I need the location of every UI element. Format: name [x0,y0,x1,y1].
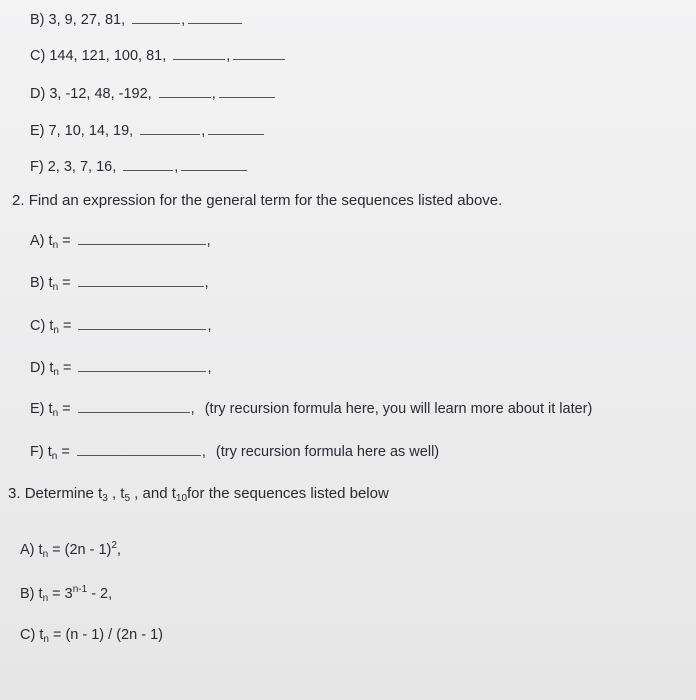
seq-terms: 7, 10, 14, 19, [48,123,134,139]
hint-note: (try recursion formula here, you will learn more about it later) [204,401,593,417]
q2-item-e: E) $t_n$ = , (try recursion formula here, you will learn more about it later) [30,401,593,419]
question-text: Find an expression for the general term for the sequences listed above. [28,192,503,209]
hint-note: (try recursion formula here as well) [215,444,440,460]
question-number: 2. [12,192,25,209]
item-label: D) [30,360,46,376]
answer-blank[interactable] [77,442,201,456]
answer-blank[interactable] [188,10,242,24]
seq-b: B) 3, 9, 27, 81, , [30,10,242,29]
q2-item-b: B) $t_n$ = , [30,275,209,293]
question-number: 3. [8,485,21,502]
item-label: A) [20,542,35,558]
seq-terms: 144, 121, 100, 81, [49,48,167,64]
answer-blank[interactable] [78,399,190,413]
q2-item-d: D) $t_n$ = , [30,360,212,378]
seq-label: B) [30,12,45,28]
answer-blank[interactable] [78,231,206,245]
answer-blank[interactable] [219,84,275,98]
seq-label: F) [30,159,44,175]
item-label: B) [20,586,35,602]
seq-label: E) [30,123,45,139]
item-label: A) [30,233,45,249]
q2-item-c: C) $t_n$ = , [30,318,212,336]
q2-item-f: F) $t_n$ = , (try recursion formula here as well) [30,444,440,462]
answer-blank[interactable] [140,121,200,135]
answer-blank[interactable] [208,121,264,135]
answer-blank[interactable] [173,46,225,60]
seq-terms: 3, -12, 48, -192, [49,86,152,102]
question-2 [12,192,502,210]
item-label: C) [20,627,36,643]
seq-d: D) 3, -12, 48, -192, , [30,84,275,103]
item-label: C) [30,318,46,334]
answer-blank[interactable] [181,157,247,171]
answer-blank[interactable] [78,316,206,330]
seq-e: E) 7, 10, 14, 19, , [30,121,264,140]
answer-blank[interactable] [132,10,180,24]
answer-blank[interactable] [159,84,211,98]
seq-label: C) [30,48,46,64]
seq-terms: 2, 3, 7, 16, [47,159,117,175]
answer-blank[interactable] [123,157,173,171]
item-label: E) [30,401,45,417]
question-3: 3. Determine $t_3$ , $t_5$ , and $t_{10}for$ the sequences listed below [8,485,389,504]
seq-f: F) 2, 3, 7, 16, , [30,157,247,176]
item-label: F) [30,444,44,460]
answer-blank[interactable] [78,273,204,287]
seq-terms: 3, 9, 27, 81, [48,12,126,28]
q3-item-b: B) $t_n = 3^{n-1} - 2$, [20,584,113,604]
seq-c: C) 144, 121, 100, 81, , [30,46,285,65]
answer-blank[interactable] [233,46,285,60]
q3-item-c: C) $t_n = (n - 1) / (2n - 1)$ [20,627,163,645]
q3-item-a: A) $t_n = (2n - 1)^2$, [20,540,121,560]
item-label: B) [30,275,45,291]
answer-blank[interactable] [78,358,206,372]
q2-item-a: A) $t_n$ = , [30,233,211,251]
seq-label: D) [30,86,46,102]
